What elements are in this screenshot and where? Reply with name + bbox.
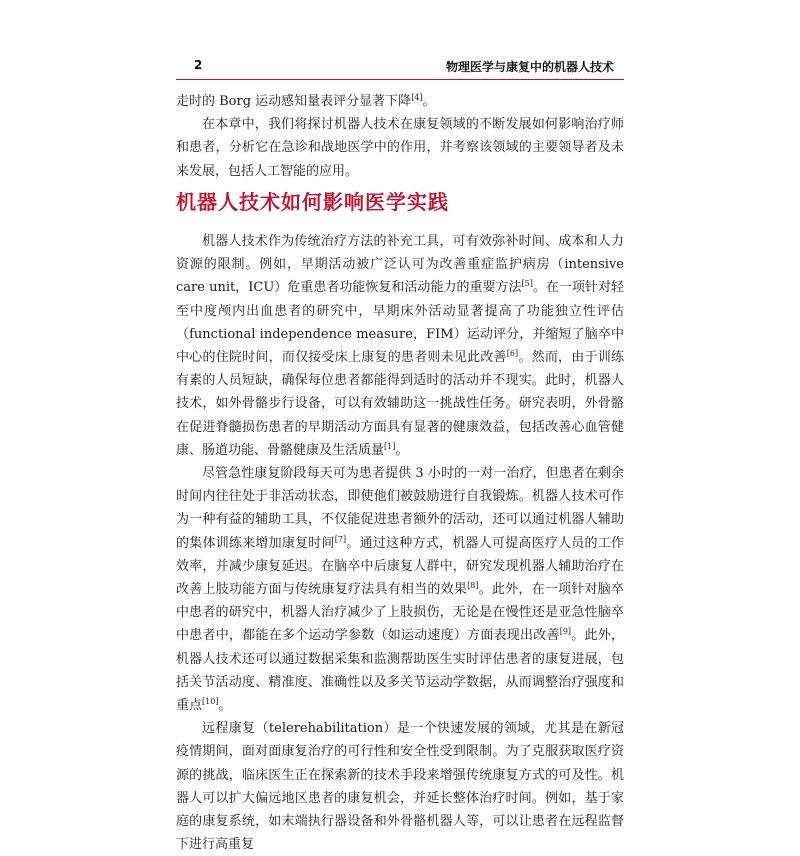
page-header <box>176 55 624 80</box>
citation: [10] <box>202 697 219 707</box>
page-number: 2 <box>194 58 203 72</box>
citation: [1] <box>384 441 396 451</box>
section-heading: 机器人技术如何影响医学实践 <box>176 190 449 214</box>
paragraph: 在本章中，我们将探讨机器人技术在康复领域的不断发展如何影响治疗师和患者，分析它在急诊和战地医学中的作用，并考察该领域的主要领导者及未来发展，包括人工智能的应用。 <box>176 117 624 179</box>
paragraph: 尽管急性康复阶段每天可为患者提供 3 小时的一对一治疗，但患者在剩余时间内往往处于非活动状态，即使他们被鼓励进行自我锻炼。机器人技术可作为一种有益的辅助工具，不仅能促进患者额外的活动，还可以通过机器人辅助的集体训练来增加康复时间[7]。通过这种方式，机器人可提高医疗人员的工作效率，并减少康复延迟。在脑卒中后康复人群中，研究发现机器人辅助治疗在改善上肢功能方面与传统康复疗法具有相当的效果[8]。此外，在一项针对脑卒中患者的研究中，机器人治疗减少了上肢损伤，无论是在慢性还是亚急性脑卒中患者中，都能在多个运动学参数（如运动速度）方面表现出改善[9]。此外，机器人技术还可以通过数据采集和监测帮助医生实时评估患者的康复进展，包括关节活动度、精准度、准确性以及多关节运动学数据，从而调整治疗强度和重点[10]。 <box>176 466 624 714</box>
intro-text <box>176 90 624 183</box>
running-title: 物理医学与康复中的机器人技术 <box>445 60 614 74</box>
citation: [9] <box>559 627 572 637</box>
paragraph: 机器人技术作为传统治疗方法的补充工具，可有效弥补时间、成本和人力资源的限制。例如，早期活动被广泛认可为改善重症监护病房（intensive care unit，ICU）危重患者功能恢复和活动能力的重要方法[5]。在一项针对轻至中度颅内出血患者的研究中，早期床外活动显著提高了功能独立性评估（functional independence measure，FIM）运动评分，并缩短了脑卒中中心的住院时间，而仅接受床上康复的患者则未见此改善[6]。然而，由于训练有素的人员短缺，确保每位患者都能得到适时的活动并不现实。此时，机器人技术，如外骨骼步行设备，可以有效辅助这一挑战性任务。研究表明，外骨骼在促进脊髓损伤患者的早期活动方面具有显著的健康效益，包括改善心血管健康、肠道功能、骨骼健康及生活质量[1]。 <box>176 234 624 458</box>
paragraph-continued: 走时的 Borg 运动感知量表评分显著下降[4]。 <box>176 93 436 109</box>
citation: [6] <box>506 349 519 359</box>
section-body <box>176 230 624 856</box>
citation: [7] <box>334 534 347 544</box>
citation: [8] <box>467 581 479 591</box>
citation: [5] <box>521 279 533 289</box>
paragraph: 远程康复（telerehabilitation）是一个快速发展的领域，尤其是在新冠疫情期间，面对面康复治疗的可行性和安全性受到限制。为了克服获取医疗资源的挑战，临床医生正在探索新的技术手段来增强传统康复方式的可及性。机器人可以扩大偏远地区患者的康复机会，并延长整体治疗时间。例如，基于家庭的康复系统，如末端执行器设备和外骨骼机器人等，可以让患者在远程监督下进行高重复 <box>176 721 624 853</box>
citation: [4] <box>411 93 423 102</box>
